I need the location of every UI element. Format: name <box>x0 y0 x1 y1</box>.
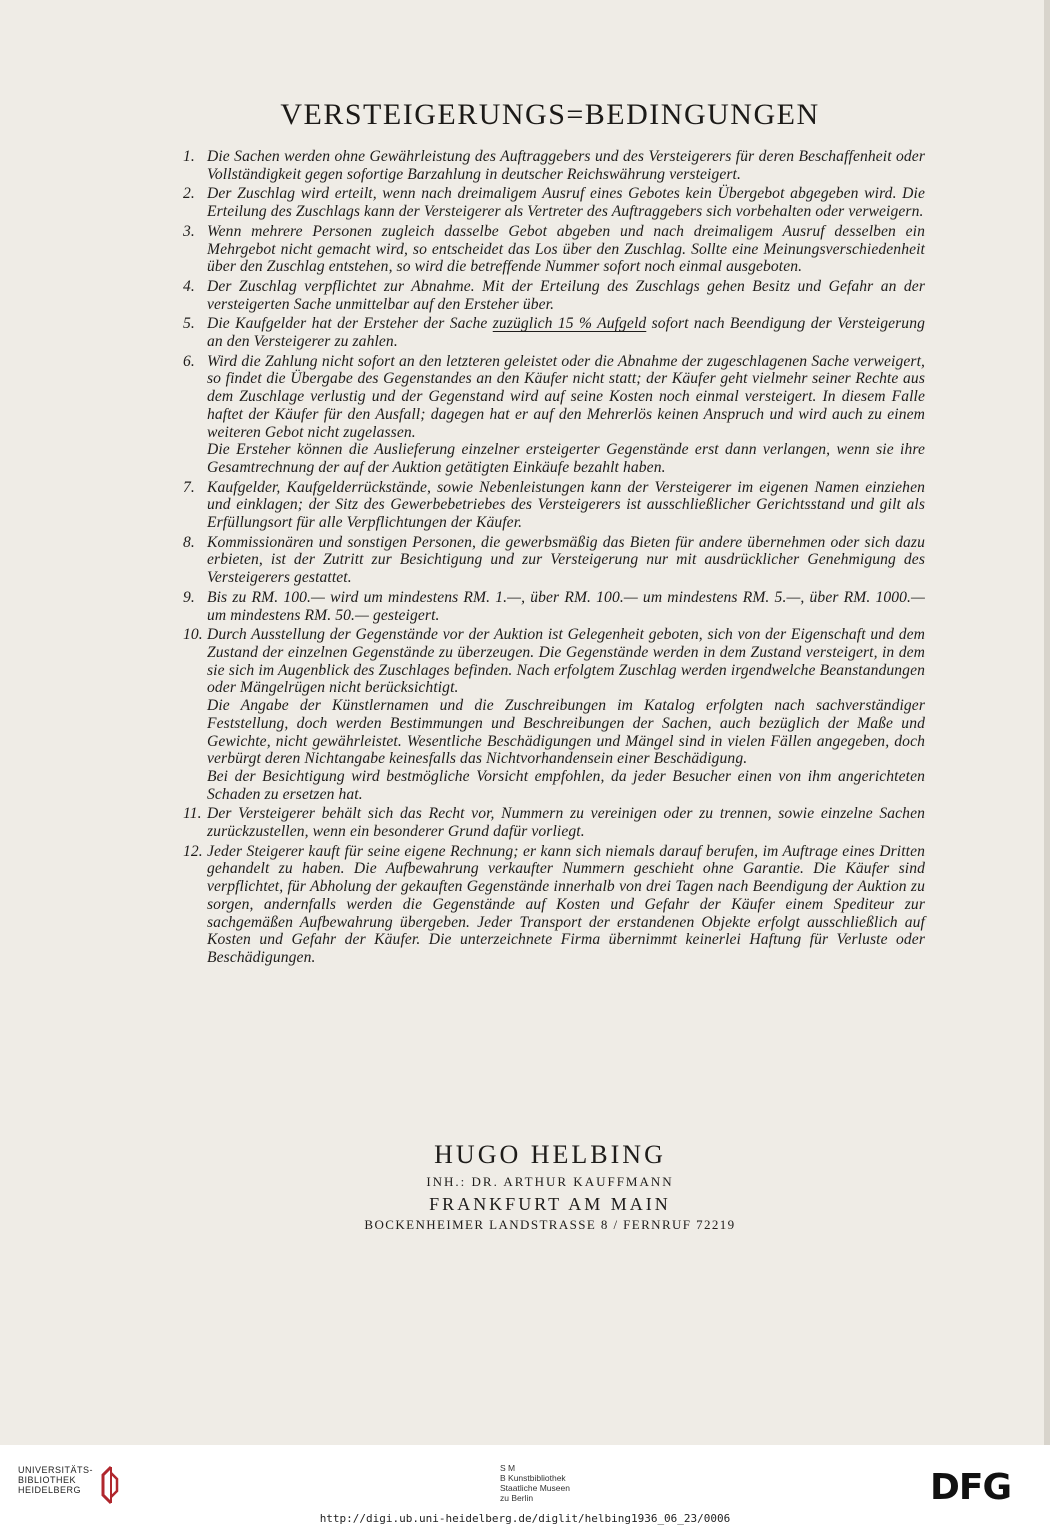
publisher-name: HUGO HELBING <box>434 1140 666 1169</box>
ub-heidelberg-mark-icon <box>99 1465 123 1505</box>
condition-text <box>207 315 925 350</box>
condition-number: 5. <box>183 315 195 333</box>
condition-text: Die Angabe der Künstlernamen und die Zuschreibungen im Katalog erfolgten nach sachverständiger Feststellung, doch werden Bestimmungen und Beschreibungen der Sachen, auch bezüglich der Maße und Gewichte, nicht gewährleistet. Wesentliche Beschädigungen und Mängel sind in vielen Fällen angegeben, doch verbürgt deren Nichtangabe keinesfalls das Nichtvorhandensein einer Beschädigung. <box>207 697 925 768</box>
surcharge-underlined-text: zuzüglich 15 % Aufgeld <box>492 315 647 333</box>
condition-text: Bis zu RM. 100.— wird um mindestens RM. 1.—, über RM. 100.— um mindestens RM. 5.—, über RM. 1000.— um mindestens RM. 50.— gesteigert. <box>207 588 925 624</box>
condition-text: Durch Ausstellung der Gegenstände vor der Auktion ist Gelegenheit geboten, sich von der Eigenschaft und dem Zustand der einzelnen Gegenstände zu überzeugen. Die Gegenstände werden in dem Zustand versteigert, in dem sie sich im Augenblick des Zuschlages befinden. Nach erfolgtem Zuschlag werden irgendwelche Beanstandungen oder Mängelrügen nicht berücksichtigt. <box>207 626 925 697</box>
page-title: VERSTEIGERUNGS=BEDINGUNGEN <box>280 98 820 131</box>
publisher-owner: INH.: DR. ARTHUR KAUFFMANN <box>426 1174 674 1189</box>
kb-line: B Kunstbibliothek <box>500 1473 566 1483</box>
condition-text: Kommissionären und sonstigen Personen, die gewerbsmäßig das Bieten für andere übernehmen oder sich dazu erbieten, ist der Zutritt zur Besichtigung und zur Versteigerung nur mit ausdrücklicher Genehmigung des Versteigerers gestattet. <box>207 533 925 587</box>
ub-line: UNIVERSITÄTS- <box>18 1465 94 1475</box>
condition-text: Wenn mehrere Personen zugleich dasselbe Gebot abgeben und nach dreimaligem Ausruf desselben ein Mehrgebot nicht gemacht wird, so entscheidet das Los über den Zuschlag. Sollte eine Meinungsverschiedenheit über den Zuschlag entstehen, so wird die betreffende Nummer sofort noch einmal ausgeboten. <box>207 222 925 276</box>
conditions-list <box>183 148 925 969</box>
condition-number: 10. <box>183 626 203 644</box>
publisher-block <box>0 1140 1050 1233</box>
condition-text: Die Sachen werden ohne Gewährleistung des Auftraggebers und des Versteigerers für deren Beschaffenheit oder Vollständigkeit gegen sofortige Barzahlung in deutscher Reichswährung versteigert. <box>207 148 925 183</box>
page-edge <box>1044 0 1050 1445</box>
condition-item <box>183 353 925 477</box>
condition-item <box>183 589 925 624</box>
condition-item <box>183 843 925 967</box>
condition-item <box>183 223 925 276</box>
condition-number: 3. <box>183 222 195 240</box>
condition-item <box>183 185 925 220</box>
condition-number: 7. <box>183 478 195 496</box>
publisher-address: BOCKENHEIMER LANDSTRASSE 8 / FERNRUF 72219 <box>364 1217 736 1232</box>
condition-text: Der Zuschlag wird erteilt, wenn nach dreimaligem Ausruf eines Gebotes kein Übergebot abgegeben wird. Die Erteilung des Zuschlags kann der Versteigerer als Vertreter des Auftraggebers sich vorbehalten oder verweigern. <box>207 185 925 221</box>
condition-text-part: Die Kaufgelder hat der Ersteher der Sache <box>207 315 493 333</box>
condition-number: 12. <box>183 842 203 860</box>
ub-line: BIBLIOTHEK <box>18 1475 77 1485</box>
kunstbibliothek-credit <box>500 1463 570 1503</box>
condition-number: 6. <box>183 352 195 370</box>
condition-number: 9. <box>183 588 195 606</box>
condition-text: Der Zuschlag verpflichtet zur Abnahme. Mit der Erteilung des Zuschlags gehen Besitz und Gefahr an der versteigerten Sache unmittelbar auf den Ersteher über. <box>207 277 925 313</box>
kb-line: S M <box>500 1463 516 1473</box>
ub-heidelberg-text <box>18 1465 93 1495</box>
condition-item <box>183 805 925 840</box>
condition-number: 4. <box>183 277 195 295</box>
ub-heidelberg-logo[interactable] <box>18 1465 123 1505</box>
condition-number: 8. <box>183 533 195 551</box>
condition-text: Wird die Zahlung nicht sofort an den letzteren geleistet oder die Abnahme der zugeschlagenen Sache verweigert, so findet die Übergabe des Gegenstandes an den Käufer nicht statt; der Käufer geht vielmehr seiner Rechte aus dem Zuschlage verlustig und der Gegenstand wird auf seine Kosten noch einmal versteigert. In diesem Falle haftet der Käufer für den Ausfall; dagegen hat er auf den Mehrerlös keinen Anspruch und wird auch zu einem weiteren Gebot nicht zugelassen. <box>207 352 925 441</box>
condition-number: 1. <box>183 148 195 165</box>
condition-text: Der Versteigerer behält sich das Recht vor, Nummern zu vereinigen oder zu trennen, sowie einzelne Sachen zurückzustellen, wenn ein besonderer Grund dafür vorliegt. <box>207 805 925 841</box>
condition-number: 2. <box>183 185 195 203</box>
condition-item <box>183 626 925 803</box>
permalink-url[interactable]: http://digi.ub.uni-heidelberg.de/diglit/helbing1936_06_23/0006 <box>319 1512 731 1525</box>
condition-item <box>183 278 925 313</box>
condition-item <box>183 148 925 183</box>
condition-item <box>183 534 925 587</box>
condition-number: 11. <box>183 805 202 823</box>
condition-text: Bei der Besichtigung wird bestmögliche Vorsicht empfohlen, da jeder Besucher einen von ihm angerichteten Schaden zu ersetzen hat. <box>207 767 925 803</box>
condition-item <box>183 479 925 532</box>
condition-text: Die Ersteher können die Auslieferung einzelner ersteigerter Gegenstände erst dann verlangen, wenn sie ihre Gesamtrechnung der auf der Auktion getätigten Einkäufe bezahlt haben. <box>207 441 925 476</box>
kb-line: Staatliche Museen <box>500 1483 570 1493</box>
dfg-logo[interactable]: DFG <box>930 1467 1012 1508</box>
condition-text: Kaufgelder, Kaufgelderrückstände, sowie Nebenleistungen kann der Versteigerer im eigenen Namen einziehen und einklagen; der Sitz des Gewerbebetriebes des Versteigerers ist ausschließlicher Gerichtsstand und gilt als Erfüllungsort für alle Verpflichtungen der Käufer. <box>207 478 925 532</box>
ub-line: HEIDELBERG <box>18 1485 82 1495</box>
publisher-city: FRANKFURT AM MAIN <box>429 1194 671 1214</box>
condition-text: Jeder Steigerer kauft für seine eigene Rechnung; er kann sich niemals darauf berufen, im Auftrage eines Dritten gehandelt zu haben. Die Aufbewahrung verkaufter Nummern geschieht ohne Garantie. Die Käufer sind verpflichtet, für Abholung der gekauften Gegenstände innerhalb von drei Tagen nach Beendigung der Auktion zu sorgen, andernfalls werden die Gegenstände auf Kosten und Gefahr der Käufer einem Spediteur zur sachgemäßen Aufbewahrung übergeben. Jeder Transport der erstandenen Objekte erfolgt ausschließlich auf Kosten und Gefahr der Käufer. Die unterzeichnete Firma übernimmt keinerlei Haftung für Verluste oder Beschädigungen. <box>207 842 925 966</box>
condition-item <box>183 315 925 350</box>
kb-line: zu Berlin <box>500 1493 534 1503</box>
condition-text-part: sofort nach Beendigung der Versteigerung an den Versteigerer zu zahlen. <box>207 315 925 351</box>
